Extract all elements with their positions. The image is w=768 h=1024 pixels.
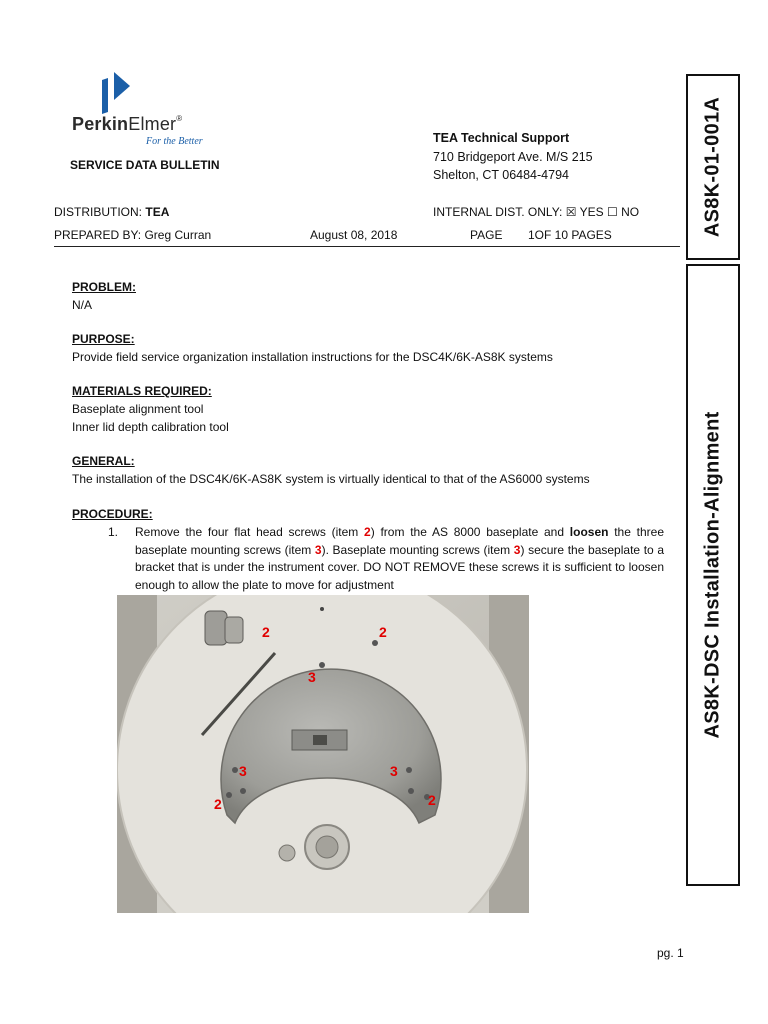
brand-tagline: For the Better bbox=[146, 136, 203, 147]
document-title-box bbox=[686, 264, 740, 886]
document-id: AS8K-01-001A bbox=[701, 96, 724, 238]
prepared-by: PREPARED BY: Greg Curran bbox=[54, 228, 212, 242]
problem-text: N/A bbox=[72, 298, 93, 312]
purpose-heading: PURPOSE: bbox=[72, 332, 135, 346]
contact-name: TEA Technical Support bbox=[433, 131, 570, 145]
page-count: 1OF 10 PAGES bbox=[528, 228, 612, 242]
internal-dist: INTERNAL DIST. ONLY: ☒ YES ☐ NO bbox=[433, 205, 640, 219]
photo-label: 3 bbox=[390, 763, 398, 779]
procedure-heading: PROCEDURE: bbox=[72, 507, 153, 521]
materials-item: Inner lid depth calibration tool bbox=[72, 420, 229, 434]
baseplate-photo bbox=[117, 595, 529, 913]
distribution: DISTRIBUTION: TEA bbox=[54, 205, 170, 219]
no-checkbox-icon: ☐ bbox=[606, 205, 618, 219]
photo-label: 2 bbox=[379, 624, 387, 640]
brand-name: PerkinElmer® bbox=[72, 114, 183, 134]
contact-address-2: Shelton, CT 06484-4794 bbox=[433, 168, 569, 182]
general-text: The installation of the DSC4K/6K-AS8K system is virtually identical to that of the AS6000 systems bbox=[72, 472, 590, 486]
photo-label: 3 bbox=[239, 763, 247, 779]
yes-checkbox-icon: ☒ bbox=[565, 205, 577, 219]
perkinelmer-logo-icon bbox=[100, 72, 160, 114]
materials-item: Baseplate alignment tool bbox=[72, 402, 204, 416]
step-text: Remove the four flat head screws (item 2) from the AS 8000 baseplate and loosen the three baseplate mounting screws (item 3). Baseplate mounting screws (item 3) secure the baseplate to a bracket that is under the instrument cover. DO NOT REMOVE these screws it is sufficient to loosen enough to allow the plate to move for adjustment bbox=[135, 525, 664, 592]
materials-heading: MATERIALS REQUIRED: bbox=[72, 384, 212, 398]
document-title: AS8K-DSC Installation-Alignment bbox=[701, 411, 724, 739]
bulletin-date: August 08, 2018 bbox=[310, 228, 398, 242]
bulletin-title: SERVICE DATA BULLETIN bbox=[70, 158, 220, 172]
document-id-box bbox=[686, 74, 740, 260]
step-number: 1. bbox=[108, 525, 119, 539]
photo-label: 2 bbox=[214, 796, 222, 812]
problem-heading: PROBLEM: bbox=[72, 280, 136, 294]
procedure-step-1 bbox=[108, 524, 664, 594]
general-heading: GENERAL: bbox=[72, 454, 135, 468]
header-rule bbox=[54, 246, 680, 247]
purpose-text: Provide field service organization installation instructions for the DSC4K/6K-AS8K systems bbox=[72, 350, 553, 364]
photo-label: 2 bbox=[262, 624, 270, 640]
contact-address-1: 710 Bridgeport Ave. M/S 215 bbox=[433, 149, 593, 164]
photo-label: 3 bbox=[308, 669, 316, 685]
contact-block bbox=[433, 129, 593, 185]
page-label: PAGE bbox=[470, 228, 503, 242]
page-number: pg. 1 bbox=[657, 946, 684, 960]
photo-label: 2 bbox=[428, 792, 436, 808]
